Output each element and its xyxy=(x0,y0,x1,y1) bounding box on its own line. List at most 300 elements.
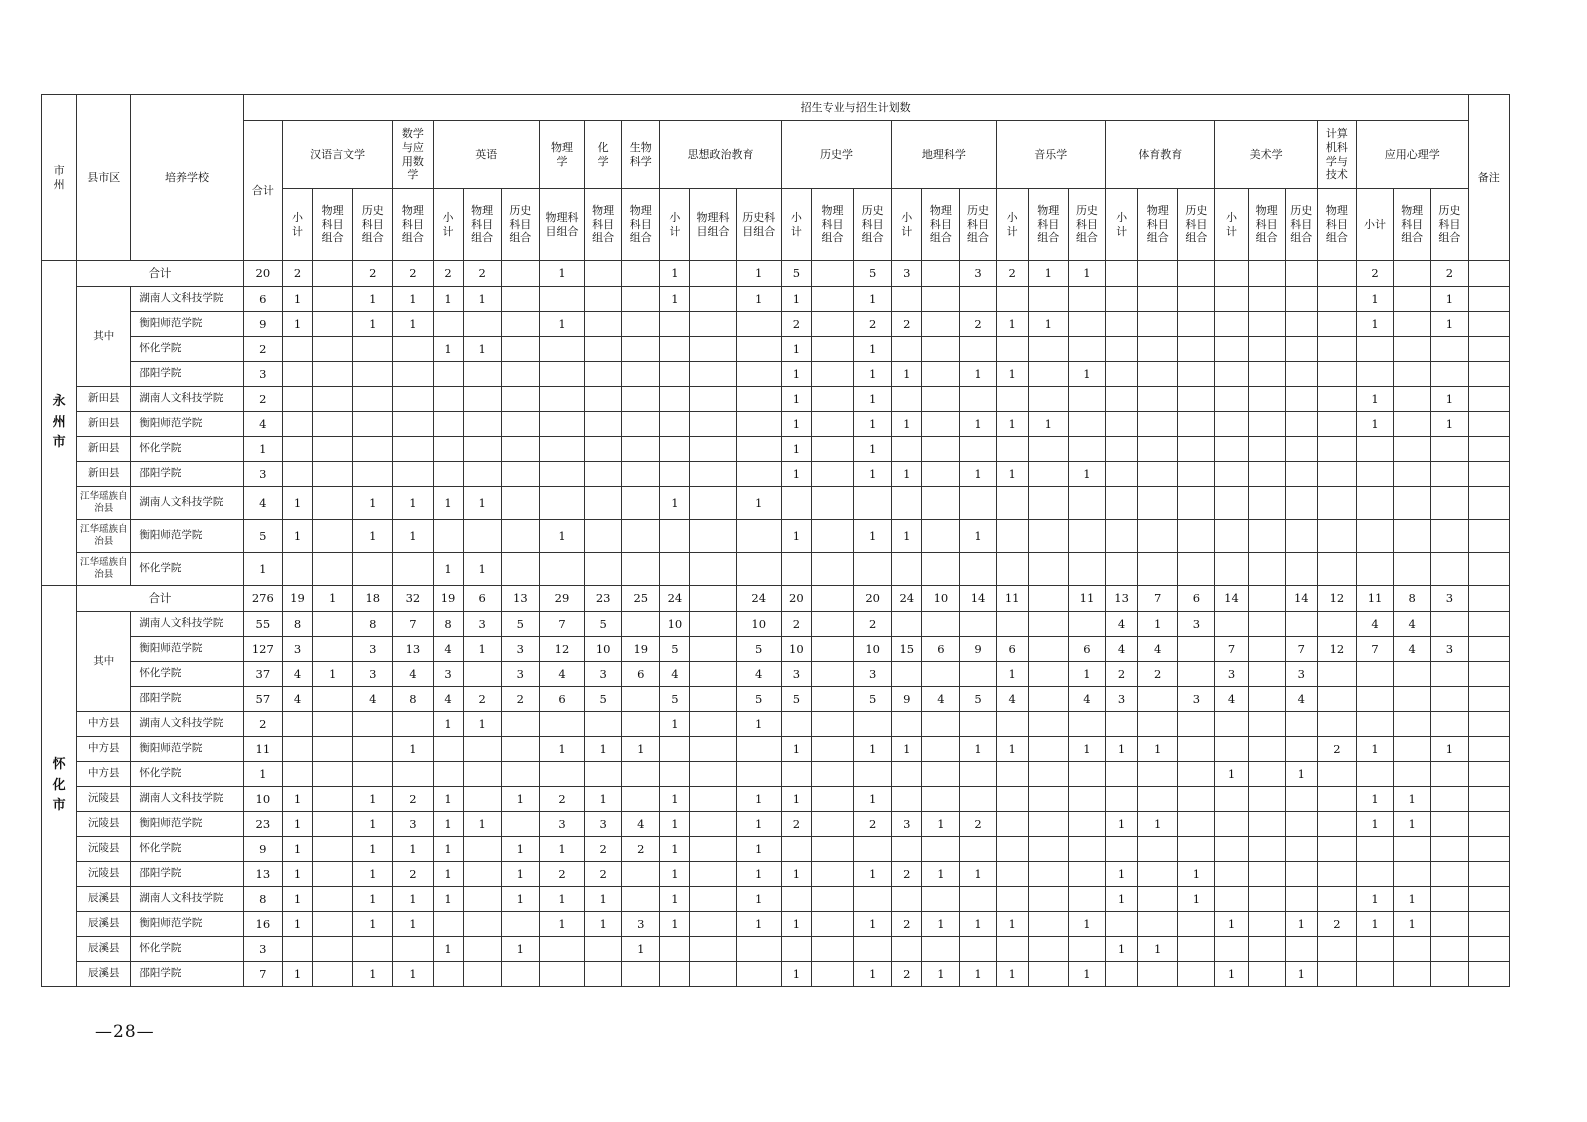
cell xyxy=(1215,812,1248,837)
cell: 5 xyxy=(736,687,781,712)
cell xyxy=(1285,520,1317,553)
cell xyxy=(922,887,960,912)
cell: 1 xyxy=(1394,887,1431,912)
cell: 1 xyxy=(353,962,393,987)
cell xyxy=(781,937,811,962)
cell: 1 xyxy=(1138,812,1178,837)
cell: 1 xyxy=(1028,312,1068,337)
cell: 1 xyxy=(1068,912,1105,937)
cell: 1 xyxy=(736,261,781,287)
cell: 1 xyxy=(1138,937,1178,962)
county-cell: 江华瑶族自治县 xyxy=(77,487,131,520)
cell: 1 xyxy=(1028,412,1068,437)
cell: 1 xyxy=(892,412,922,437)
sub-phys: 物理科目组合 xyxy=(622,189,660,261)
cell xyxy=(660,437,690,462)
school-cell: 怀化学院 xyxy=(131,437,243,462)
cell xyxy=(811,261,853,287)
cell: 1 xyxy=(1356,412,1393,437)
cell: 3 xyxy=(282,637,312,662)
cell xyxy=(1138,437,1178,462)
school-cell: 湖南人文科技学院 xyxy=(131,712,243,737)
cell xyxy=(1317,862,1356,887)
cell: 1 xyxy=(854,337,892,362)
table-row xyxy=(42,487,1510,520)
cell xyxy=(1178,261,1215,287)
cell: 1 xyxy=(282,862,312,887)
cell: 1 xyxy=(736,487,781,520)
cell: 1 xyxy=(433,287,463,312)
cell xyxy=(1468,662,1509,687)
cell: 1 xyxy=(1285,912,1317,937)
cell xyxy=(1106,261,1138,287)
cell xyxy=(1106,287,1138,312)
sub-subtotal: 小计 xyxy=(1215,189,1248,261)
school-cell: 衡阳师范学院 xyxy=(131,312,243,337)
cell xyxy=(996,487,1028,520)
cell: 2 xyxy=(243,712,282,737)
cell: 1 xyxy=(433,862,463,887)
cell xyxy=(1178,337,1215,362)
cell: 1 xyxy=(854,962,892,987)
cell xyxy=(1068,787,1105,812)
cell xyxy=(353,462,393,487)
cell: 1 xyxy=(433,837,463,862)
cell: 1 xyxy=(1178,862,1215,887)
cell: 1 xyxy=(585,887,622,912)
cell xyxy=(1215,462,1248,487)
cell: 3 xyxy=(353,662,393,687)
cell xyxy=(1248,412,1285,437)
cell xyxy=(1431,437,1468,462)
county-cell: 中方县 xyxy=(77,762,131,787)
cell: 1 xyxy=(282,787,312,812)
cell xyxy=(1356,762,1393,787)
cell xyxy=(690,912,736,937)
cell xyxy=(1285,612,1317,637)
cell xyxy=(1215,612,1248,637)
cell: 6 xyxy=(463,586,501,612)
cell xyxy=(1285,712,1317,737)
cell xyxy=(736,553,781,586)
cell xyxy=(1215,337,1248,362)
cell xyxy=(433,412,463,437)
cell: 1 xyxy=(539,837,584,862)
cell: 1 xyxy=(960,520,996,553)
cell: 1 xyxy=(433,487,463,520)
cell xyxy=(736,762,781,787)
cell xyxy=(1285,362,1317,387)
sub-subtotal: 小计 xyxy=(996,189,1028,261)
cell: 1 xyxy=(922,812,960,837)
cell xyxy=(690,462,736,487)
cell xyxy=(501,462,539,487)
cell: 1 xyxy=(501,937,539,962)
county-cell: 中方县 xyxy=(77,737,131,762)
cell xyxy=(781,553,811,586)
cell xyxy=(1394,553,1431,586)
cell xyxy=(501,261,539,287)
cell xyxy=(1285,387,1317,412)
cell: 6 xyxy=(622,662,660,687)
cell xyxy=(1138,837,1178,862)
cell xyxy=(1106,487,1138,520)
cell xyxy=(1106,787,1138,812)
cell xyxy=(1215,312,1248,337)
cell xyxy=(1068,553,1105,586)
major-lishi: 历史学 xyxy=(781,121,891,189)
cell: 1 xyxy=(892,362,922,387)
cell xyxy=(922,387,960,412)
cell: 1 xyxy=(433,887,463,912)
cell xyxy=(1317,662,1356,687)
cell xyxy=(1106,762,1138,787)
cell xyxy=(585,553,622,586)
cell: 2 xyxy=(892,912,922,937)
cell: 11 xyxy=(243,737,282,762)
cell xyxy=(313,462,353,487)
cell: 5 xyxy=(585,687,622,712)
cell xyxy=(922,437,960,462)
cell xyxy=(1431,787,1468,812)
cell xyxy=(282,362,312,387)
cell: 2 xyxy=(854,612,892,637)
cell xyxy=(1178,787,1215,812)
cell xyxy=(1028,387,1068,412)
cell xyxy=(960,437,996,462)
cell xyxy=(1248,837,1285,862)
major-shengwu: 生物科学 xyxy=(622,121,660,189)
cell xyxy=(1215,412,1248,437)
cell: 1 xyxy=(393,887,433,912)
cell xyxy=(501,487,539,520)
cell: 1 xyxy=(660,787,690,812)
cell xyxy=(313,712,353,737)
cell xyxy=(996,387,1028,412)
cell xyxy=(585,520,622,553)
cell xyxy=(1468,412,1509,437)
cell xyxy=(1431,487,1468,520)
cell: 4 xyxy=(353,687,393,712)
cell xyxy=(622,762,660,787)
cell xyxy=(463,837,501,862)
cell xyxy=(960,662,996,687)
cell: 13 xyxy=(1106,586,1138,612)
cell xyxy=(1468,787,1509,812)
cell: 5 xyxy=(660,637,690,662)
cell xyxy=(1068,437,1105,462)
cell xyxy=(1356,937,1393,962)
cell: 1 xyxy=(1356,312,1393,337)
cell: 1 xyxy=(282,487,312,520)
major-dili: 地理科学 xyxy=(892,121,996,189)
cell xyxy=(1138,712,1178,737)
cell xyxy=(1215,862,1248,887)
sub-hist: 历史科目组合 xyxy=(1068,189,1105,261)
cell: 1 xyxy=(1394,812,1431,837)
cell xyxy=(585,362,622,387)
county-cell: 沅陵县 xyxy=(77,862,131,887)
cell: 1 xyxy=(353,312,393,337)
cell xyxy=(892,712,922,737)
cell: 1 xyxy=(433,712,463,737)
cell: 4 xyxy=(433,687,463,712)
cell xyxy=(1138,312,1178,337)
cell xyxy=(501,387,539,412)
cell: 7 xyxy=(243,962,282,987)
cell xyxy=(811,912,853,937)
cell: 1 xyxy=(1431,387,1468,412)
cell xyxy=(585,337,622,362)
cell xyxy=(501,362,539,387)
cell: 1 xyxy=(1068,261,1105,287)
cell xyxy=(622,437,660,462)
cell xyxy=(690,812,736,837)
table-header xyxy=(42,95,1510,261)
cell xyxy=(1394,312,1431,337)
cell xyxy=(690,662,736,687)
cell xyxy=(1138,462,1178,487)
cell xyxy=(1431,337,1468,362)
cell xyxy=(585,462,622,487)
cell xyxy=(1215,387,1248,412)
cell xyxy=(1178,287,1215,312)
cell: 2 xyxy=(996,261,1028,287)
cell xyxy=(736,312,781,337)
cell xyxy=(1468,887,1509,912)
cell: 1 xyxy=(736,712,781,737)
cell xyxy=(1248,337,1285,362)
cell: 1 xyxy=(1356,812,1393,837)
cell xyxy=(892,287,922,312)
cell xyxy=(1028,520,1068,553)
cell: 13 xyxy=(393,637,433,662)
cell: 1 xyxy=(282,962,312,987)
table-row xyxy=(42,412,1510,437)
cell xyxy=(1431,912,1468,937)
cell: 4 xyxy=(736,662,781,687)
cell: 18 xyxy=(353,586,393,612)
cell xyxy=(892,612,922,637)
sub-phys: 物理科目组合 xyxy=(1248,189,1285,261)
sub-hist: 历史科目组合 xyxy=(1431,189,1468,261)
cell xyxy=(282,937,312,962)
cell: 10 xyxy=(854,637,892,662)
cell xyxy=(1285,437,1317,462)
cell xyxy=(1068,312,1105,337)
cell xyxy=(539,362,584,387)
cell xyxy=(1285,812,1317,837)
cell: 1 xyxy=(243,762,282,787)
cell xyxy=(353,712,393,737)
cell: 2 xyxy=(585,837,622,862)
cell: 1 xyxy=(393,912,433,937)
school-cell: 怀化学院 xyxy=(131,553,243,586)
cell: 23 xyxy=(243,812,282,837)
table-row xyxy=(42,937,1510,962)
cell xyxy=(996,762,1028,787)
cell: 3 xyxy=(353,637,393,662)
cell xyxy=(1431,962,1468,987)
cell xyxy=(736,737,781,762)
cell xyxy=(1106,553,1138,586)
cell xyxy=(1356,337,1393,362)
cell xyxy=(313,737,353,762)
cell: 1 xyxy=(1068,362,1105,387)
cell: 1 xyxy=(433,337,463,362)
cell: 2 xyxy=(854,812,892,837)
cell xyxy=(1285,937,1317,962)
cell xyxy=(922,287,960,312)
cell xyxy=(1138,762,1178,787)
cell: 3 xyxy=(501,637,539,662)
table-row xyxy=(42,862,1510,887)
cell xyxy=(463,662,501,687)
cell xyxy=(433,437,463,462)
cell xyxy=(996,612,1028,637)
cell: 1 xyxy=(353,862,393,887)
cell xyxy=(539,553,584,586)
cell xyxy=(1215,787,1248,812)
city-cell xyxy=(42,261,77,586)
cell: 3 xyxy=(1178,687,1215,712)
school-cell: 邵阳学院 xyxy=(131,962,243,987)
cell xyxy=(1138,962,1178,987)
sub-phys: 物理科目组合 xyxy=(539,189,584,261)
cell xyxy=(1468,837,1509,862)
cell xyxy=(736,520,781,553)
major-sixiang: 思想政治教育 xyxy=(660,121,781,189)
sub-phys: 物理科目组合 xyxy=(811,189,853,261)
cell xyxy=(1215,437,1248,462)
cell xyxy=(313,862,353,887)
cell xyxy=(539,412,584,437)
cell: 1 xyxy=(1028,261,1068,287)
cell xyxy=(781,887,811,912)
cell xyxy=(892,937,922,962)
cell: 2 xyxy=(433,261,463,287)
cell: 57 xyxy=(243,687,282,712)
cell xyxy=(1248,887,1285,912)
cell xyxy=(1468,612,1509,637)
cell xyxy=(1138,687,1178,712)
cell: 1 xyxy=(960,737,996,762)
cell xyxy=(781,487,811,520)
cell: 4 xyxy=(282,662,312,687)
cell xyxy=(1028,762,1068,787)
sub-subtotal: 小计 xyxy=(660,189,690,261)
cell: 3 xyxy=(1215,662,1248,687)
major-yingyu: 英语 xyxy=(433,121,539,189)
cell xyxy=(1317,387,1356,412)
cell xyxy=(501,962,539,987)
cell: 1 xyxy=(353,812,393,837)
cell xyxy=(313,637,353,662)
cell xyxy=(811,520,853,553)
cell xyxy=(811,687,853,712)
cell: 4 xyxy=(660,662,690,687)
sub-subtotal: 小计 xyxy=(433,189,463,261)
cell xyxy=(1028,553,1068,586)
cell xyxy=(922,520,960,553)
cell xyxy=(1317,687,1356,712)
table-row xyxy=(42,837,1510,862)
cell: 1 xyxy=(854,737,892,762)
cell xyxy=(1468,553,1509,586)
cell xyxy=(585,312,622,337)
cell xyxy=(1356,962,1393,987)
cell xyxy=(1138,787,1178,812)
cell xyxy=(1431,362,1468,387)
cell: 4 xyxy=(1106,637,1138,662)
cell: 2 xyxy=(960,312,996,337)
school-cell: 衡阳师范学院 xyxy=(131,737,243,762)
cell xyxy=(393,937,433,962)
cell xyxy=(433,962,463,987)
cell: 4 xyxy=(1356,612,1393,637)
cell: 4 xyxy=(1285,687,1317,712)
cell: 11 xyxy=(996,586,1028,612)
cell: 5 xyxy=(660,687,690,712)
cell xyxy=(585,437,622,462)
cell: 7 xyxy=(1356,637,1393,662)
cell xyxy=(660,412,690,437)
cell xyxy=(1178,962,1215,987)
cell xyxy=(501,712,539,737)
cell xyxy=(539,387,584,412)
cell xyxy=(960,553,996,586)
cell: 1 xyxy=(282,520,312,553)
cell: 6 xyxy=(1178,586,1215,612)
cell: 1 xyxy=(353,887,393,912)
cell xyxy=(736,362,781,387)
cell xyxy=(811,412,853,437)
county-cell: 新田县 xyxy=(77,462,131,487)
cell: 1 xyxy=(393,287,433,312)
city-name: 永州市 xyxy=(52,393,66,451)
cell xyxy=(1028,787,1068,812)
cell xyxy=(996,787,1028,812)
cell xyxy=(1068,937,1105,962)
cell: 1 xyxy=(781,787,811,812)
cell: 37 xyxy=(243,662,282,687)
cell: 32 xyxy=(393,586,433,612)
cell xyxy=(463,362,501,387)
cell: 19 xyxy=(622,637,660,662)
cell: 1 xyxy=(622,737,660,762)
cell xyxy=(1285,887,1317,912)
cell: 7 xyxy=(393,612,433,637)
cell xyxy=(501,762,539,787)
cell xyxy=(1068,762,1105,787)
cell xyxy=(996,337,1028,362)
table-row xyxy=(42,812,1510,837)
cell xyxy=(585,387,622,412)
cell xyxy=(1394,387,1431,412)
sub-phys: 物理科目组合 xyxy=(463,189,501,261)
major-hanyu: 汉语言文学 xyxy=(282,121,392,189)
cell xyxy=(1468,437,1509,462)
cell: 2 xyxy=(960,812,996,837)
cell: 3 xyxy=(1178,612,1215,637)
cell xyxy=(960,612,996,637)
cell xyxy=(282,553,312,586)
cell xyxy=(1178,553,1215,586)
cell: 10 xyxy=(922,586,960,612)
cell xyxy=(811,362,853,387)
cell xyxy=(1106,712,1138,737)
cell: 1 xyxy=(539,737,584,762)
